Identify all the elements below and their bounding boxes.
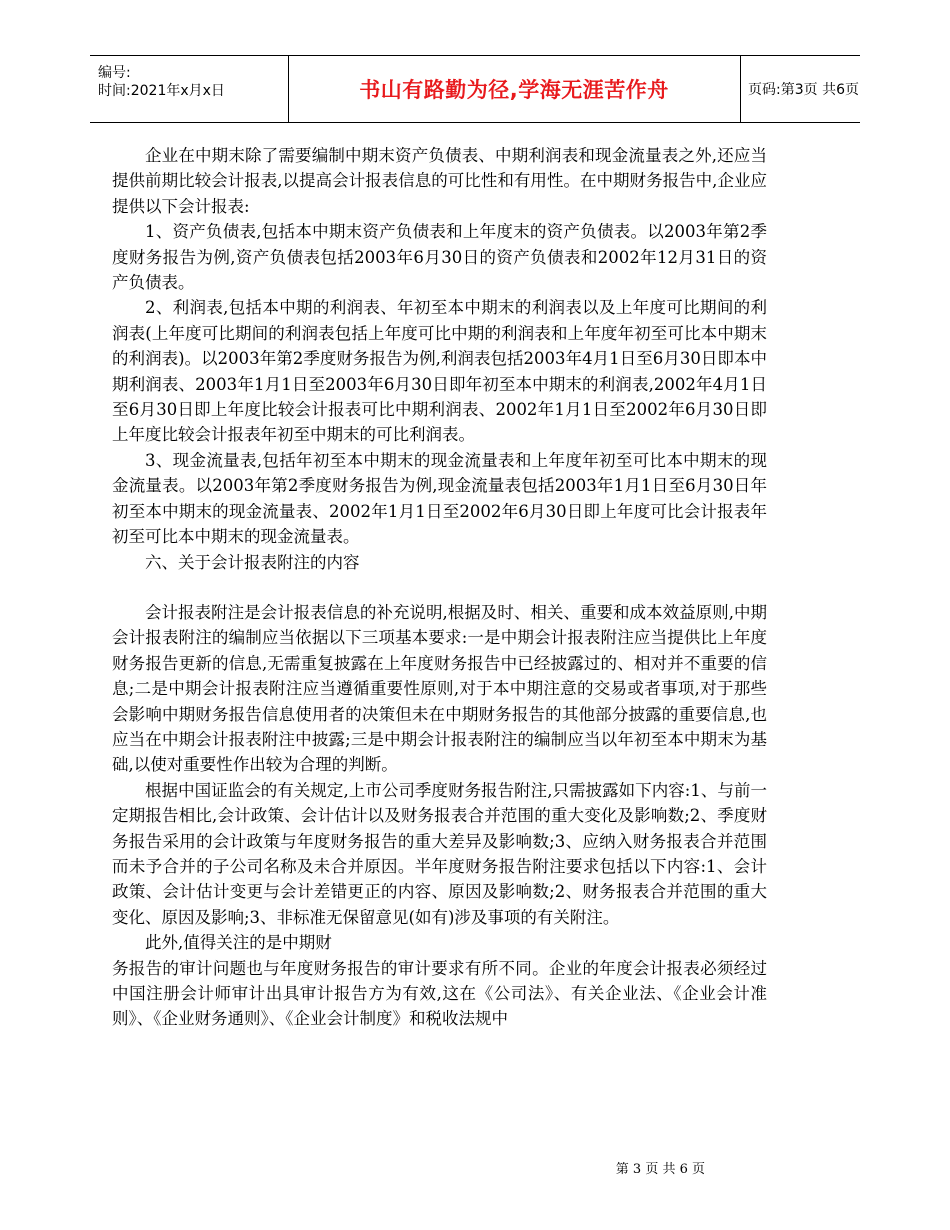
body-paragraph: 3、现金流量表,包括年初至本中期末的现金流量表和上年度年初至可比本中期末的现金流量表。以2003年第2季度财务报告为例,现金流量表包括2003年1月1日至6月30日年初至本中期末的现金流量表、2002年1月1日至2002年6月30日即上年度可比会计报表年初至可比本中期末的现金流量表。 bbox=[112, 450, 767, 547]
page-header bbox=[90, 55, 860, 123]
document-number-label: 编号: bbox=[98, 65, 131, 81]
header-motto: 书山有路勤为径,学海无涯苦作舟 bbox=[359, 78, 669, 102]
body-paragraph: 2、利润表,包括本中期的利润表、年初至本中期末的利润表以及上年度可比期间的利润表(上年度可比期间的利润表包括上年度可比中期的利润表和上年度年初至可比本中期末的利润表)。以2003年第2季度财务报告为例,利润表包括2003年4月1日至6月30日即本中期利润表、2003年1月1日至2003年6月30日即年初至本中期末的利润表,2002年4月1日至6月30日即上年度比较会计报表可比中期利润表、2002年1月1日至2002年6月30日即上年度比较会计报表年初至中期末的可比利润表。 bbox=[112, 298, 767, 445]
page-footer: 第 3 页 共 6 页 bbox=[615, 1162, 705, 1177]
body-paragraph: 会计报表附注是会计报表信息的补充说明,根据及时、相关、重要和成本效益原则,中期会计报表附注的编制应当依据以下三项基本要求:一是中期会计报表附注应当提供比上年度财务报告更新的信息,无需重复披露在上年度财务报告中已经披露过的、相对并不重要的信息;二是中期会计报表附注应当遵循重要性原则,对于本中期注意的交易或者事项,对于那些会影响中期财务报告信息使用者的决策但未在中期财务报告的其他部分披露的重要信息,也应当在中期会计报表附注中披露;三是中期会计报表附注的编制应当以年初至本中期末为基础,以使对重要性作出较为合理的判断。 bbox=[112, 602, 767, 775]
body-paragraph: 企业在中期末除了需要编制中期末资产负债表、中期利润表和现金流量表之外,还应当提供前期比较会计报表,以提高会计报表信息的可比性和有用性。在中期财务报告中,企业应提供以下会计报表: bbox=[112, 146, 767, 216]
header-page-cell bbox=[740, 56, 860, 122]
body-paragraph: 务报告的审计问题也与年度财务报告的审计要求有所不同。企业的年度会计报表必须经过中国注册会计师审计出具审计报告方为有效,这在《公司法》、有关企业法、《企业会计准则》、《企业财务通则》、《企业会计制度》和税收法规中 bbox=[112, 958, 767, 1029]
body-paragraph: 1、资产负债表,包括本中期末资产负债表和上年度末的资产负债表。以2003年第2季度财务报告为例,资产负债表包括2003年6月30日的资产负债表和2002年12月31日的资产负债表。 bbox=[112, 222, 767, 293]
body-paragraph: 根据中国证监会的有关规定,上市公司季度财务报告附注,只需披露如下内容:1、与前一定期报告相比,会计政策、会计估计以及财务报表合并范围的重大变化及影响数;2、季度财务报告采用的会计政策与年度财务报告的重大差异及影响数;3、应纳入财务报表合并范围而未予合并的子公司名称及未合并原因。半年度财务报告附注要求包括以下内容:1、会计政策、会计估计变更与会计差错更正的内容、原因及影响数;2、财务报表合并范围的重大变化、原因及影响;3、非标准无保留意见(如有)涉及事项的有关附注。 bbox=[112, 780, 767, 927]
section-heading: 六、关于会计报表附注的内容 bbox=[145, 552, 360, 572]
body-paragraph: 此外,值得关注的是中期财 bbox=[145, 933, 332, 953]
document-time-label: 时间:2021年x月x日 bbox=[98, 83, 225, 99]
header-motto-cell bbox=[288, 56, 741, 122]
header-page-number: 页码:第3页 共6页 bbox=[748, 82, 859, 98]
header-meta-cell bbox=[90, 56, 289, 122]
document-body bbox=[112, 143, 767, 1032]
